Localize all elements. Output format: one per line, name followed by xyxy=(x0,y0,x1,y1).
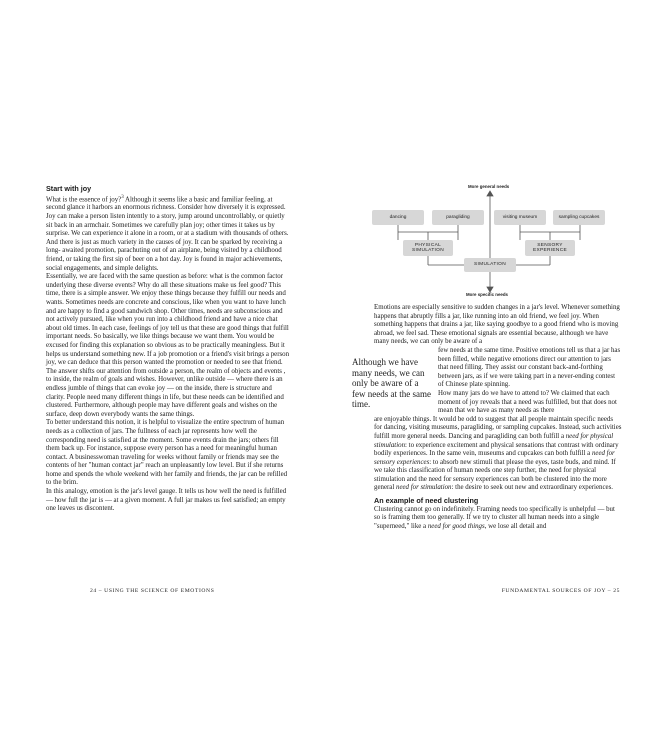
leaf-node: sampling cupcakes xyxy=(553,210,605,225)
paragraph: To better understand this notion, it is helpful to visualize the entire spectrum of human needs as a collection of jars. The fullness of each jar represents how well the corresponding need is satisfied at the moment. Some events drain the jars; others fill them back up. For instance, suppose every person has a need for meaningful human contact. A businesswoman traveling for weeks without family or friends may see the contents of her "human contact jar" reach an unpleasantly low level. But if she returns home and spends the whole weekend with her family and friends, the jar can be refilled to the brim. xyxy=(46,419,288,487)
page-footer-right: FUNDAMENTAL SOURCES OF JOY – 25 xyxy=(501,588,620,594)
paragraph: Essentially, we are faced with the same question as before: what is the common factor underlying these diverse events? Why do all these situations make us feel good? This time, there is a simple answer. We enjoy these things because they fulfill our needs and wants. Sometimes needs are concrete and conscious, like when you want to have lunch and are happy to find a good sandwich shop. Other times, needs are subconscious and not actively pursued, like when you run into a childhood friend and have a nice chat about old times. In each case, feelings of joy tell us that these are good things that fulfill important needs. So basically, we like things because we want them. You would be excused for finding this explanation so obvious as to be practically meaningless. But it helps us understand something new. If a job promotion or a friend's visit brings a person joy, we can deduce that this person wanted the promotion or needed to see that friend. The answer shifts our attention from outside a person, the realm of objects and events , to inside, the realm of goals and wishes. However, unlike outside — where there is an endless jumble of things that can evoke joy — on the inside, there is structure and clarity. People need many different things in life, but these needs can be identified and clustered. Furthermore, although people may have different goals and wishes on the surface, deep down everybody wants the same things. xyxy=(46,273,290,418)
diagram-bottom-label: More specific needs xyxy=(466,292,508,297)
paragraph-text: : to absorb new stimuli that please the eyes, taste buds, and mind. If we take this classification of human needs one step further, the need for physical stimulation and the need for sensory experiences can both be clustered into the more general xyxy=(374,458,616,492)
paragraph: few needs at the same time. Positive emotions tell us that a jar has been filled, while negative emotions direct our attention to jars that need filling. They assist our constant back-and-forthing between jars, as if we were taking part in a never-ending contest of Chinese plate spinning. xyxy=(438,346,621,389)
left-page-body xyxy=(46,185,292,514)
paragraph xyxy=(46,194,292,274)
paragraph-text: Clustering cannot go on indefinitely. Framing needs too specifically is unhelpful — but so is framing them too generally. If we try to cluster all human needs into a single "superneed," like a xyxy=(374,505,615,530)
diagram-top-label: More general needs xyxy=(468,184,510,189)
paragraph xyxy=(374,416,622,493)
paragraph: Emotions are especially sensitive to sudden changes in a jar's level. Whenever something happens that abruptly fills a jar, like running into an old friend, we feel joy. When something happens that drains a jar, like saying goodbye to a good friend who is moving abroad, we feel sad. These emotional signals are essential because, although we have many needs, we can only be aware of a xyxy=(374,304,620,346)
mid-node: SENSORY EXPERIENCE xyxy=(525,240,575,256)
paragraph xyxy=(374,506,622,532)
pull-quote: Although we have many needs, we can only be aware of a few needs at the same time. xyxy=(352,357,431,409)
emphasis: need for good things xyxy=(427,522,485,530)
paragraph-text: : to experience excitement and physical sensations that contrast with ordinary bodily experiences. In the same vein, museums and cupcakes can both fulfill a xyxy=(374,441,619,458)
section-heading: An example of need clustering xyxy=(374,496,479,506)
emphasis: need for sensory experiences xyxy=(374,450,615,466)
right-page-body xyxy=(374,304,622,531)
leaf-node: dancing xyxy=(372,210,424,225)
paragraph: How many jars do we have to attend to? We claimed that each moment of joy reveals that a need was fulfilled, but that does not mean that we have as many needs as there xyxy=(438,389,617,415)
leaf-node: visiting museum xyxy=(494,210,546,225)
root-node: SIMULATION xyxy=(464,258,516,272)
paragraph: In this analogy, emotion is the jar's level gauge. It tells us how well the need is fulfilled — how full the jar is — at a given moment. A full jar makes us feel satisfied; an empty one leaves us discontent. xyxy=(46,488,287,513)
emphasis: need for stimulation xyxy=(396,484,452,492)
paragraph-text: are enjoyable things. It would be odd to suggest that all people maintain specific needs for dancing, visiting museums, paragliding, or sampling cupcakes. Instead, such activities fulfill more general needs. Dancing and paragliding can both fulfill a xyxy=(374,415,622,440)
paragraph-text: : the desire to seek out new and extraordinary experiences. xyxy=(451,484,613,492)
page-footer-left: 24 – USING THE SCIENCE OF EMOTIONS xyxy=(90,588,215,594)
mid-node: PHYSICAL SIMULATION xyxy=(403,240,453,256)
paragraph-text: Although it seems like a basic and familiar feeling, at second glance it harbors an enormous richness. Consider how diversely it is expressed. Joy can make a person listen intently to a story, jump around uncontrollably, or quietly sit back in an armchair. Sometimes we carefully plan joy; other times it takes us by surprise. We can experience it alone in a room, or at a stadium with thousands of others. And there is just as much variety in the causes of joy. It can be sparked by receiving a long- awaited promotion, parachuting out of an airplane, being visited by a childhood friend, or taking the first sip of beer on a hot day. Joy is found in major achievements, social engagements, and simple delights. xyxy=(46,195,289,272)
leaf-node: paragliding xyxy=(432,210,484,225)
emphasis: need for physical stimulation xyxy=(374,432,614,449)
footnote-mark: 3 xyxy=(121,194,124,200)
section-heading: Start with joy xyxy=(46,184,92,193)
paragraph-text: What is the essence of joy? xyxy=(46,195,122,203)
paragraph-text: , we lose all detail and xyxy=(484,522,547,530)
